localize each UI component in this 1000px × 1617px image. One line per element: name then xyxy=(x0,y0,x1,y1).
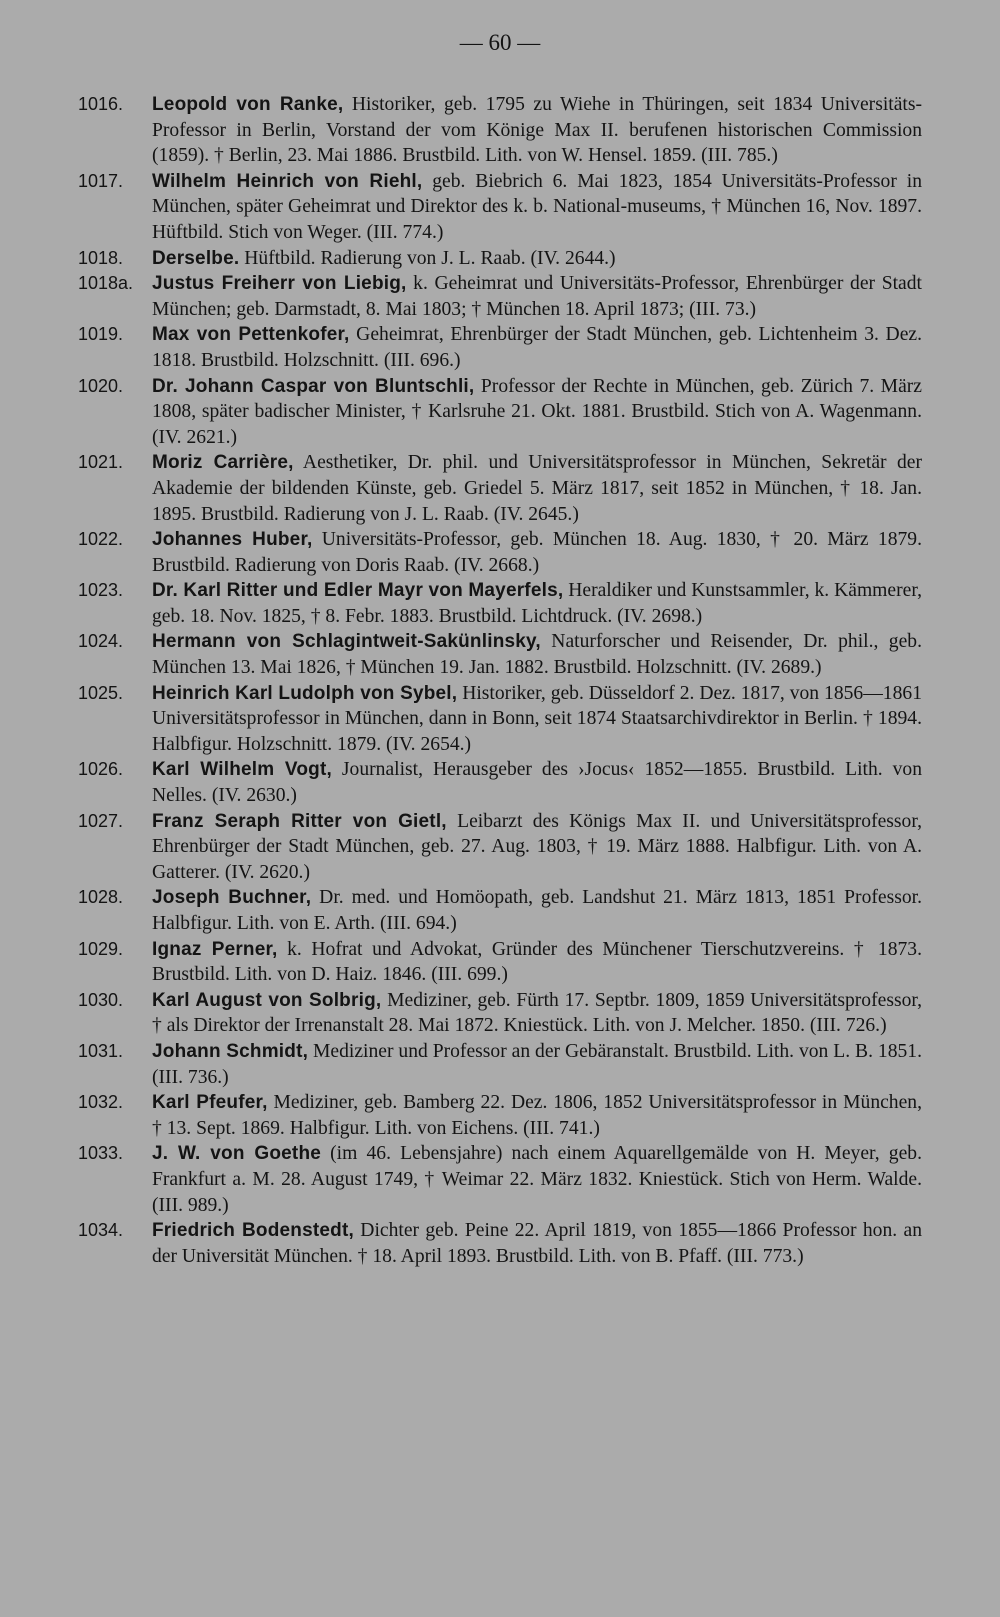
entry-number: 1034. xyxy=(78,1220,124,1241)
catalog-entry xyxy=(78,271,922,322)
entry-text: Geheimrat, Ehrenbürger der Stadt München, geb. Lichtenheim 3. Dez. 1818. Brustbild. Holzschnitt. (III. 696.) xyxy=(152,324,922,371)
catalog-entry xyxy=(78,629,922,680)
entry-name: Friedrich Bodenstedt, xyxy=(152,1220,354,1242)
entry-text: Naturforscher und Reisender, Dr. phil., geb. München 13. Mai 1826, † München 19. Jan. 1882. Brustbild. Holzschnitt. (IV. 2689.) xyxy=(152,631,922,679)
entry-name: Franz Seraph Ritter von Gietl, xyxy=(152,810,447,832)
entry-number: 1020. xyxy=(78,375,124,396)
entry-text: Universitäts-Professor, geb. München 18. Aug. 1830, † 20. März 1879. Brustbild. Radierung von Doris Raab. (IV. 2668.) xyxy=(152,529,922,576)
entry-text: Leibarzt des Königs Max II. und Universitätsprofessor, Ehrenbürger der Stadt München, geb. 27. Aug. 1803, † 19. März 1888. Halbfigur. Lith. von A. Gatterer. (IV. 2620.) xyxy=(152,810,922,883)
catalog-entry xyxy=(78,246,922,272)
entry-number: 1018. xyxy=(78,247,124,268)
entry-text: Dr. med. und Homöopath, geb. Landshut 21. März 1813, 1851 Professor. Halbfigur. Lith. von E. Arth. (III. 694.) xyxy=(152,887,922,934)
entry-number: 1029. xyxy=(78,938,124,959)
entry-number: 1016. xyxy=(78,94,124,114)
catalog-entry xyxy=(78,809,922,886)
entry-name: Max von Pettenkofer, xyxy=(152,324,350,346)
entry-number: 1019. xyxy=(78,324,124,345)
entry-text: Mediziner, geb. Fürth 17. Septbr. 1809, 1859 Universitätsprofessor, † als Direktor der Irrenanstalt 28. Mai 1872. Kniestück. Lith. von J. Melcher. 1850. (III. 726.) xyxy=(152,989,923,1037)
catalog-entry xyxy=(78,527,922,578)
catalog-entry xyxy=(78,937,922,988)
entry-name: Hermann von Schlagintweit-Sakünlinsky, xyxy=(152,631,541,653)
entry-text: Dichter geb. Peine 22. April 1819, von 1855—1866 Professor hon. an der Universität München. † 18. April 1893. Brustbild. Lith. von B. Pfaff. (III. 773.) xyxy=(152,1220,922,1267)
catalog-entry xyxy=(78,1039,922,1090)
entry-number: 1021. xyxy=(78,452,124,473)
entry-text: k. Geheimrat und Universitäts-Professor, Ehrenbürger der Stadt München; geb. Darmstadt, 8. Mai 1803; † München 18. April 1873; (III. 73.) xyxy=(152,273,922,320)
entry-name: Justus Freiherr von Liebig, xyxy=(152,273,407,295)
entry-number: 1024. xyxy=(78,631,124,652)
entry-name: Karl Wilhelm Vogt, xyxy=(152,759,332,781)
catalog-entry xyxy=(78,578,922,629)
entry-name: Karl August von Solbrig, xyxy=(152,989,382,1011)
catalog-entry xyxy=(78,450,922,527)
entry-text: (im 46. Lebensjahre) nach einem Aquarellgemälde von H. Meyer, geb. Frankfurt a. M. 28. August 1749, † Weimar 22. März 1832. Kniestück. Stich von Herm. Walde. (III. 989.) xyxy=(152,1143,922,1216)
entry-number: 1026. xyxy=(78,759,124,780)
entry-number: 1022. xyxy=(78,529,124,550)
entry-name: Leopold von Ranke, xyxy=(152,94,344,115)
entry-text: Professor der Rechte in München, geb. Zürich 7. März 1808, später badischer Minister, † Karlsruhe 21. Okt. 1881. Brustbild. Stich von A. Wagenmann. (IV. 2621.) xyxy=(152,375,922,448)
entry-text: Journalist, Herausgeber des ›Jocus‹ 1852—1855. Brustbild. Lith. von Nelles. (IV. 2630.) xyxy=(152,759,922,807)
catalog-entry xyxy=(78,757,922,808)
entry-text: Mediziner, geb. Bamberg 22. Dez. 1806, 1852 Universitätsprofessor in München, † 13. Sept. 1869. Halbfigur. Lith. von Eichens. (III. 741.) xyxy=(152,1092,922,1139)
catalog-entry xyxy=(78,92,922,169)
entry-text: Heraldiker und Kunstsammler, k. Kämmerer, geb. 18. Nov. 1825, † 8. Febr. 1883. Brustbild. Lichtdruck. (IV. 2698.) xyxy=(152,580,922,627)
entry-number: 1032. xyxy=(78,1092,124,1113)
catalog-entry xyxy=(78,988,922,1039)
catalog-entry xyxy=(78,1141,922,1218)
entry-name: Derselbe. xyxy=(152,247,240,269)
entry-name: Wilhelm Heinrich von Riehl, xyxy=(152,170,423,192)
entry-name: J. W. von Goethe xyxy=(152,1143,322,1165)
catalog-entry xyxy=(78,322,922,373)
entry-number: 1033. xyxy=(78,1143,124,1164)
catalog-entry xyxy=(78,885,922,936)
entry-name: Karl Pfeufer, xyxy=(152,1092,268,1114)
entry-number: 1018a. xyxy=(78,273,134,294)
entry-text: Hüftbild. Radierung von J. L. Raab. (IV. 2644.) xyxy=(239,247,616,269)
entry-name: Heinrich Karl Ludolph von Sybel, xyxy=(152,682,458,704)
entry-number: 1017. xyxy=(78,170,124,191)
catalog-entry xyxy=(78,169,922,246)
entry-text: Mediziner und Professor an der Gebäranstalt. Brustbild. Lith. von L. B. 1851. (III. 736.) xyxy=(152,1040,922,1088)
entry-number: 1027. xyxy=(78,810,124,831)
catalog-entries xyxy=(78,92,922,1269)
entry-text: k. Hofrat und Advokat, Gründer des Münchener Tierschutzvereins. † 1873. Brustbild. Lith. von D. Haiz. 1846. (III. 699.) xyxy=(152,938,922,986)
entry-number: 1023. xyxy=(78,580,124,601)
entry-number: 1030. xyxy=(78,989,124,1010)
entry-name: Joseph Buchner, xyxy=(152,887,312,909)
entry-name: Dr. Johann Caspar von Bluntschli, xyxy=(152,375,475,397)
entry-text: geb. Biebrich 6. Mai 1823, 1854 Universitäts-Professor in München, später Geheimrat und Direktor des k. b. National-museums, † München 16, Nov. 1897. Hüftbild. Stich von Weger. (III. 774.) xyxy=(152,170,922,243)
catalog-entry xyxy=(78,1090,922,1141)
entry-name: Moriz Carrière, xyxy=(152,452,294,474)
entry-name: Dr. Karl Ritter und Edler Mayr von Mayerfels, xyxy=(152,580,564,602)
entry-text: Historiker, geb. Düsseldorf 2. Dez. 1817, von 1856—1861 Universitätsprofessor in München, dann in Bonn, seit 1874 Staatsarchivdirektor in Berlin. † 1894. Halbfigur. Holzschnitt. 1879. (IV. 2654.) xyxy=(152,682,922,755)
catalog-entry xyxy=(78,374,922,451)
catalog-entry xyxy=(78,1218,922,1269)
entry-number: 1031. xyxy=(78,1040,124,1061)
entry-text: Aesthetiker, Dr. phil. und Universitätsprofessor in München, Sekretär der Akademie der bildenden Künste, geb. Griedel 5. März 1817, seit 1852 in München, † 18. Jan. 1895. Brustbild. Radierung von J. L. Raab. (IV. 2645.) xyxy=(152,452,923,525)
page-number: — 60 — xyxy=(459,30,541,55)
entry-text: Historiker, geb. 1795 zu Wiehe in Thüringen, seit 1834 Universitäts-Professor in Berlin, Vorstand der vom Könige Max II. berufenen historischen Commission (1859). † Berlin, 23. Mai 1886. Brustbild. Lith. von W. Hensel. 1859. (III. 785.) xyxy=(152,94,923,167)
entry-name: Johannes Huber, xyxy=(152,529,313,551)
entry-name: Ignaz Perner, xyxy=(152,938,278,960)
entry-number: 1025. xyxy=(78,682,124,703)
entry-number: 1028. xyxy=(78,887,124,908)
entry-name: Johann Schmidt, xyxy=(152,1040,309,1062)
catalog-entry xyxy=(78,681,922,758)
